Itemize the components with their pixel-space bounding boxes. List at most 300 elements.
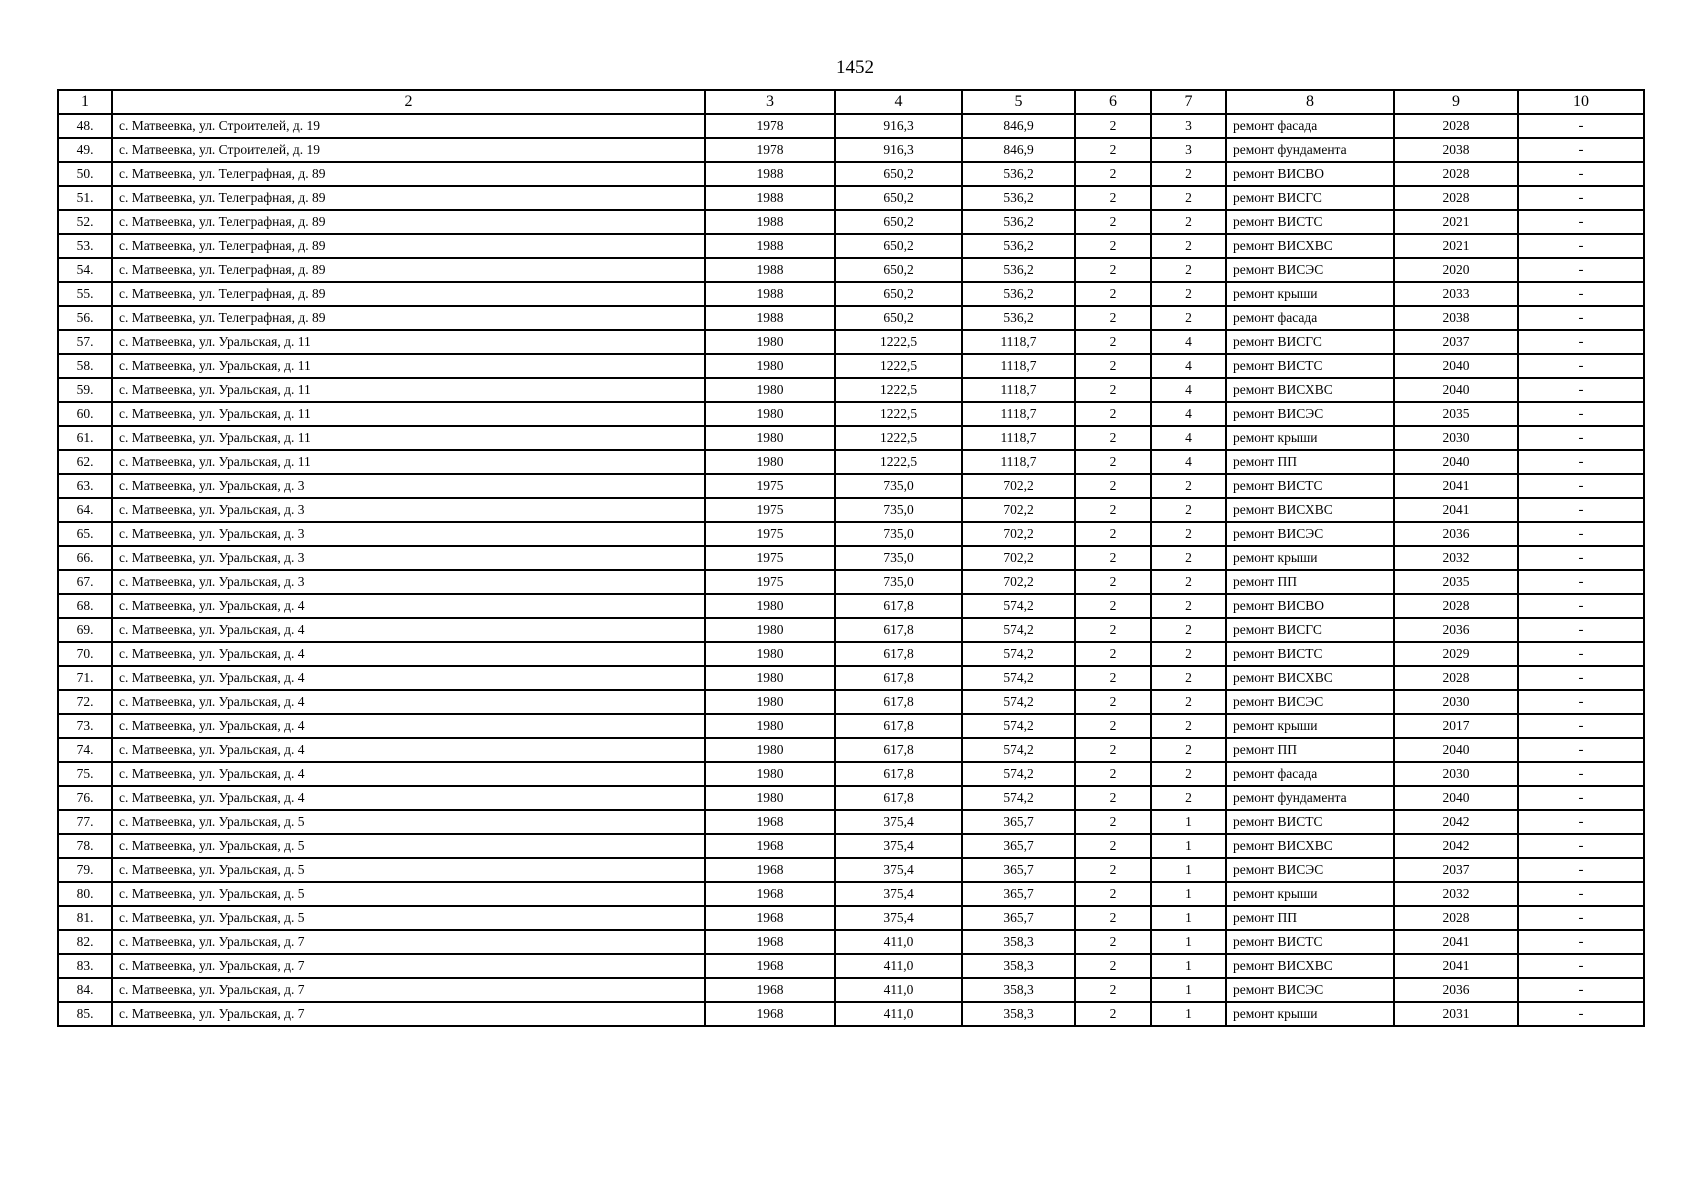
table-row (58, 282, 1644, 306)
table-row (58, 642, 1644, 666)
entrances-cell: 1 (1151, 810, 1226, 834)
year-cell: 1968 (705, 906, 835, 930)
work-type-cell: ремонт ПП (1226, 906, 1394, 930)
planned-year-cell: 2038 (1394, 138, 1518, 162)
address-cell: с. Матвеевка, ул. Строителей, д. 19 (112, 138, 705, 162)
living-area-cell: 365,7 (962, 834, 1075, 858)
planned-year-cell: 2042 (1394, 834, 1518, 858)
planned-year-cell: 2029 (1394, 642, 1518, 666)
row-number-cell: 59. (58, 378, 112, 402)
row-number-cell: 69. (58, 618, 112, 642)
year-cell: 1975 (705, 522, 835, 546)
address-cell: с. Матвеевка, ул. Уральская, д. 5 (112, 810, 705, 834)
floors-cell: 2 (1075, 810, 1151, 834)
address-cell: с. Матвеевка, ул. Уральская, д. 7 (112, 1002, 705, 1026)
planned-year-cell: 2032 (1394, 882, 1518, 906)
entrances-cell: 2 (1151, 258, 1226, 282)
floors-cell: 2 (1075, 498, 1151, 522)
planned-year-cell: 2040 (1394, 786, 1518, 810)
living-area-cell: 358,3 (962, 954, 1075, 978)
floors-cell: 2 (1075, 906, 1151, 930)
year-cell: 1980 (705, 354, 835, 378)
year-cell: 1980 (705, 666, 835, 690)
floors-cell: 2 (1075, 978, 1151, 1002)
repair-schedule-table (57, 89, 1645, 1027)
address-cell: с. Матвеевка, ул. Уральская, д. 4 (112, 618, 705, 642)
row-number-cell: 73. (58, 714, 112, 738)
entrances-cell: 4 (1151, 402, 1226, 426)
year-cell: 1988 (705, 234, 835, 258)
entrances-cell: 2 (1151, 642, 1226, 666)
table-row (58, 330, 1644, 354)
note-cell: - (1518, 186, 1644, 210)
note-cell: - (1518, 474, 1644, 498)
note-cell: - (1518, 738, 1644, 762)
total-area-cell: 650,2 (835, 186, 962, 210)
note-cell: - (1518, 330, 1644, 354)
year-cell: 1980 (705, 618, 835, 642)
planned-year-cell: 2040 (1394, 450, 1518, 474)
work-type-cell: ремонт крыши (1226, 714, 1394, 738)
entrances-cell: 1 (1151, 978, 1226, 1002)
row-number-cell: 75. (58, 762, 112, 786)
note-cell: - (1518, 138, 1644, 162)
note-cell: - (1518, 666, 1644, 690)
year-cell: 1980 (705, 426, 835, 450)
living-area-cell: 365,7 (962, 810, 1075, 834)
floors-cell: 2 (1075, 618, 1151, 642)
address-cell: с. Матвеевка, ул. Уральская, д. 4 (112, 714, 705, 738)
year-cell: 1988 (705, 258, 835, 282)
address-cell: с. Матвеевка, ул. Уральская, д. 5 (112, 858, 705, 882)
row-number-cell: 84. (58, 978, 112, 1002)
column-header: 4 (835, 90, 962, 114)
floors-cell: 2 (1075, 450, 1151, 474)
total-area-cell: 735,0 (835, 498, 962, 522)
floors-cell: 2 (1075, 570, 1151, 594)
entrances-cell: 2 (1151, 498, 1226, 522)
address-cell: с. Матвеевка, ул. Уральская, д. 5 (112, 882, 705, 906)
year-cell: 1980 (705, 378, 835, 402)
total-area-cell: 375,4 (835, 834, 962, 858)
living-area-cell: 1118,7 (962, 378, 1075, 402)
note-cell: - (1518, 210, 1644, 234)
entrances-cell: 2 (1151, 186, 1226, 210)
living-area-cell: 574,2 (962, 642, 1075, 666)
planned-year-cell: 2041 (1394, 474, 1518, 498)
address-cell: с. Матвеевка, ул. Уральская, д. 3 (112, 522, 705, 546)
address-cell: с. Матвеевка, ул. Телеграфная, д. 89 (112, 162, 705, 186)
address-cell: с. Матвеевка, ул. Уральская, д. 4 (112, 786, 705, 810)
entrances-cell: 2 (1151, 666, 1226, 690)
planned-year-cell: 2037 (1394, 330, 1518, 354)
living-area-cell: 536,2 (962, 162, 1075, 186)
address-cell: с. Матвеевка, ул. Телеграфная, д. 89 (112, 234, 705, 258)
column-header: 8 (1226, 90, 1394, 114)
note-cell: - (1518, 162, 1644, 186)
note-cell: - (1518, 882, 1644, 906)
living-area-cell: 1118,7 (962, 450, 1075, 474)
table-row (58, 498, 1644, 522)
address-cell: с. Матвеевка, ул. Телеграфная, д. 89 (112, 282, 705, 306)
note-cell: - (1518, 642, 1644, 666)
planned-year-cell: 2028 (1394, 186, 1518, 210)
note-cell: - (1518, 762, 1644, 786)
work-type-cell: ремонт ВИСТС (1226, 642, 1394, 666)
total-area-cell: 617,8 (835, 714, 962, 738)
table-row (58, 714, 1644, 738)
total-area-cell: 411,0 (835, 930, 962, 954)
row-number-cell: 74. (58, 738, 112, 762)
table-row (58, 522, 1644, 546)
entrances-cell: 1 (1151, 930, 1226, 954)
address-cell: с. Матвеевка, ул. Уральская, д. 4 (112, 642, 705, 666)
work-type-cell: ремонт фасада (1226, 306, 1394, 330)
living-area-cell: 702,2 (962, 498, 1075, 522)
table-row (58, 474, 1644, 498)
planned-year-cell: 2030 (1394, 426, 1518, 450)
planned-year-cell: 2036 (1394, 978, 1518, 1002)
note-cell: - (1518, 786, 1644, 810)
year-cell: 1980 (705, 690, 835, 714)
entrances-cell: 4 (1151, 450, 1226, 474)
work-type-cell: ремонт ВИСГС (1226, 330, 1394, 354)
table-row (58, 426, 1644, 450)
living-area-cell: 574,2 (962, 738, 1075, 762)
note-cell: - (1518, 498, 1644, 522)
living-area-cell: 702,2 (962, 474, 1075, 498)
floors-cell: 2 (1075, 210, 1151, 234)
table-row (58, 306, 1644, 330)
total-area-cell: 735,0 (835, 546, 962, 570)
total-area-cell: 617,8 (835, 690, 962, 714)
note-cell: - (1518, 570, 1644, 594)
row-number-cell: 80. (58, 882, 112, 906)
row-number-cell: 55. (58, 282, 112, 306)
table-row (58, 618, 1644, 642)
year-cell: 1980 (705, 738, 835, 762)
planned-year-cell: 2028 (1394, 594, 1518, 618)
living-area-cell: 536,2 (962, 258, 1075, 282)
floors-cell: 2 (1075, 474, 1151, 498)
address-cell: с. Матвеевка, ул. Уральская, д. 4 (112, 594, 705, 618)
address-cell: с. Матвеевка, ул. Телеграфная, д. 89 (112, 210, 705, 234)
total-area-cell: 375,4 (835, 882, 962, 906)
row-number-cell: 51. (58, 186, 112, 210)
year-cell: 1968 (705, 882, 835, 906)
work-type-cell: ремонт ВИСХВС (1226, 954, 1394, 978)
total-area-cell: 411,0 (835, 954, 962, 978)
work-type-cell: ремонт ПП (1226, 450, 1394, 474)
year-cell: 1968 (705, 810, 835, 834)
floors-cell: 2 (1075, 690, 1151, 714)
table-row (58, 162, 1644, 186)
address-cell: с. Матвеевка, ул. Уральская, д. 5 (112, 906, 705, 930)
living-area-cell: 702,2 (962, 570, 1075, 594)
floors-cell: 2 (1075, 258, 1151, 282)
note-cell: - (1518, 858, 1644, 882)
year-cell: 1968 (705, 930, 835, 954)
living-area-cell: 574,2 (962, 714, 1075, 738)
living-area-cell: 358,3 (962, 1002, 1075, 1026)
planned-year-cell: 2028 (1394, 114, 1518, 138)
row-number-cell: 49. (58, 138, 112, 162)
year-cell: 1980 (705, 594, 835, 618)
floors-cell: 2 (1075, 666, 1151, 690)
year-cell: 1980 (705, 330, 835, 354)
column-header: 1 (58, 90, 112, 114)
note-cell: - (1518, 906, 1644, 930)
entrances-cell: 4 (1151, 330, 1226, 354)
floors-cell: 2 (1075, 378, 1151, 402)
note-cell: - (1518, 354, 1644, 378)
floors-cell: 2 (1075, 738, 1151, 762)
floors-cell: 2 (1075, 426, 1151, 450)
planned-year-cell: 2028 (1394, 906, 1518, 930)
note-cell: - (1518, 954, 1644, 978)
table-row (58, 234, 1644, 258)
note-cell: - (1518, 426, 1644, 450)
work-type-cell: ремонт ПП (1226, 570, 1394, 594)
table-row (58, 690, 1644, 714)
address-cell: с. Матвеевка, ул. Уральская, д. 11 (112, 330, 705, 354)
planned-year-cell: 2033 (1394, 282, 1518, 306)
total-area-cell: 375,4 (835, 906, 962, 930)
planned-year-cell: 2040 (1394, 378, 1518, 402)
work-type-cell: ремонт ВИСЭС (1226, 690, 1394, 714)
total-area-cell: 916,3 (835, 114, 962, 138)
living-area-cell: 574,2 (962, 690, 1075, 714)
year-cell: 1980 (705, 786, 835, 810)
note-cell: - (1518, 714, 1644, 738)
address-cell: с. Матвеевка, ул. Уральская, д. 3 (112, 474, 705, 498)
work-type-cell: ремонт ВИСВО (1226, 594, 1394, 618)
year-cell: 1988 (705, 162, 835, 186)
column-header: 3 (705, 90, 835, 114)
floors-cell: 2 (1075, 786, 1151, 810)
floors-cell: 2 (1075, 858, 1151, 882)
year-cell: 1978 (705, 114, 835, 138)
note-cell: - (1518, 114, 1644, 138)
planned-year-cell: 2041 (1394, 930, 1518, 954)
entrances-cell: 2 (1151, 282, 1226, 306)
total-area-cell: 617,8 (835, 762, 962, 786)
planned-year-cell: 2032 (1394, 546, 1518, 570)
entrances-cell: 2 (1151, 618, 1226, 642)
row-number-cell: 60. (58, 402, 112, 426)
table-row (58, 1002, 1644, 1026)
year-cell: 1975 (705, 570, 835, 594)
year-cell: 1980 (705, 714, 835, 738)
year-cell: 1978 (705, 138, 835, 162)
planned-year-cell: 2038 (1394, 306, 1518, 330)
total-area-cell: 375,4 (835, 858, 962, 882)
address-cell: с. Матвеевка, ул. Уральская, д. 5 (112, 834, 705, 858)
address-cell: с. Матвеевка, ул. Строителей, д. 19 (112, 114, 705, 138)
total-area-cell: 375,4 (835, 810, 962, 834)
entrances-cell: 1 (1151, 834, 1226, 858)
total-area-cell: 411,0 (835, 978, 962, 1002)
note-cell: - (1518, 402, 1644, 426)
total-area-cell: 617,8 (835, 618, 962, 642)
entrances-cell: 4 (1151, 378, 1226, 402)
work-type-cell: ремонт крыши (1226, 426, 1394, 450)
living-area-cell: 846,9 (962, 114, 1075, 138)
row-number-cell: 76. (58, 786, 112, 810)
table-row (58, 834, 1644, 858)
living-area-cell: 574,2 (962, 786, 1075, 810)
column-header: 2 (112, 90, 705, 114)
planned-year-cell: 2021 (1394, 210, 1518, 234)
total-area-cell: 650,2 (835, 306, 962, 330)
header-row (58, 90, 1644, 114)
year-cell: 1988 (705, 210, 835, 234)
work-type-cell: ремонт ВИСЭС (1226, 258, 1394, 282)
living-area-cell: 1118,7 (962, 354, 1075, 378)
year-cell: 1980 (705, 642, 835, 666)
work-type-cell: ремонт ВИСХВС (1226, 834, 1394, 858)
year-cell: 1968 (705, 954, 835, 978)
total-area-cell: 650,2 (835, 234, 962, 258)
column-header: 10 (1518, 90, 1644, 114)
living-area-cell: 702,2 (962, 546, 1075, 570)
address-cell: с. Матвеевка, ул. Уральская, д. 11 (112, 378, 705, 402)
table-row (58, 666, 1644, 690)
work-type-cell: ремонт крыши (1226, 1002, 1394, 1026)
note-cell: - (1518, 834, 1644, 858)
table-row (58, 810, 1644, 834)
table-row (58, 930, 1644, 954)
work-type-cell: ремонт фасада (1226, 114, 1394, 138)
living-area-cell: 365,7 (962, 858, 1075, 882)
floors-cell: 2 (1075, 234, 1151, 258)
entrances-cell: 1 (1151, 1002, 1226, 1026)
address-cell: с. Матвеевка, ул. Уральская, д. 11 (112, 426, 705, 450)
year-cell: 1988 (705, 306, 835, 330)
row-number-cell: 81. (58, 906, 112, 930)
year-cell: 1975 (705, 498, 835, 522)
entrances-cell: 1 (1151, 954, 1226, 978)
row-number-cell: 72. (58, 690, 112, 714)
floors-cell: 2 (1075, 762, 1151, 786)
row-number-cell: 52. (58, 210, 112, 234)
floors-cell: 2 (1075, 882, 1151, 906)
entrances-cell: 2 (1151, 474, 1226, 498)
table-row (58, 570, 1644, 594)
row-number-cell: 53. (58, 234, 112, 258)
entrances-cell: 1 (1151, 906, 1226, 930)
work-type-cell: ремонт ВИСЭС (1226, 522, 1394, 546)
total-area-cell: 617,8 (835, 594, 962, 618)
year-cell: 1975 (705, 546, 835, 570)
year-cell: 1980 (705, 402, 835, 426)
note-cell: - (1518, 546, 1644, 570)
planned-year-cell: 2036 (1394, 522, 1518, 546)
entrances-cell: 1 (1151, 882, 1226, 906)
entrances-cell: 2 (1151, 546, 1226, 570)
table-row (58, 906, 1644, 930)
total-area-cell: 617,8 (835, 786, 962, 810)
row-number-cell: 79. (58, 858, 112, 882)
work-type-cell: ремонт ВИСЭС (1226, 402, 1394, 426)
note-cell: - (1518, 618, 1644, 642)
row-number-cell: 85. (58, 1002, 112, 1026)
planned-year-cell: 2037 (1394, 858, 1518, 882)
planned-year-cell: 2040 (1394, 354, 1518, 378)
entrances-cell: 2 (1151, 162, 1226, 186)
page-number: 1452 (836, 57, 874, 78)
entrances-cell: 4 (1151, 354, 1226, 378)
planned-year-cell: 2028 (1394, 666, 1518, 690)
table-row (58, 258, 1644, 282)
address-cell: с. Матвеевка, ул. Уральская, д. 4 (112, 690, 705, 714)
work-type-cell: ремонт фасада (1226, 762, 1394, 786)
row-number-cell: 62. (58, 450, 112, 474)
total-area-cell: 1222,5 (835, 354, 962, 378)
work-type-cell: ремонт крыши (1226, 282, 1394, 306)
living-area-cell: 536,2 (962, 306, 1075, 330)
total-area-cell: 735,0 (835, 474, 962, 498)
living-area-cell: 358,3 (962, 978, 1075, 1002)
note-cell: - (1518, 978, 1644, 1002)
living-area-cell: 846,9 (962, 138, 1075, 162)
entrances-cell: 2 (1151, 594, 1226, 618)
table-row (58, 858, 1644, 882)
work-type-cell: ремонт ВИСГС (1226, 186, 1394, 210)
note-cell: - (1518, 930, 1644, 954)
note-cell: - (1518, 378, 1644, 402)
floors-cell: 2 (1075, 138, 1151, 162)
row-number-cell: 77. (58, 810, 112, 834)
row-number-cell: 56. (58, 306, 112, 330)
row-number-cell: 71. (58, 666, 112, 690)
work-type-cell: ремонт ВИСЭС (1226, 978, 1394, 1002)
entrances-cell: 1 (1151, 858, 1226, 882)
total-area-cell: 735,0 (835, 570, 962, 594)
table-row (58, 978, 1644, 1002)
entrances-cell: 2 (1151, 522, 1226, 546)
work-type-cell: ремонт ВИСТС (1226, 810, 1394, 834)
living-area-cell: 536,2 (962, 234, 1075, 258)
floors-cell: 2 (1075, 162, 1151, 186)
planned-year-cell: 2030 (1394, 762, 1518, 786)
address-cell: с. Матвеевка, ул. Телеграфная, д. 89 (112, 306, 705, 330)
floors-cell: 2 (1075, 546, 1151, 570)
address-cell: с. Матвеевка, ул. Уральская, д. 7 (112, 954, 705, 978)
table-row (58, 210, 1644, 234)
year-cell: 1980 (705, 762, 835, 786)
work-type-cell: ремонт ВИСХВС (1226, 498, 1394, 522)
year-cell: 1968 (705, 978, 835, 1002)
entrances-cell: 4 (1151, 426, 1226, 450)
table-row (58, 186, 1644, 210)
address-cell: с. Матвеевка, ул. Уральская, д. 11 (112, 450, 705, 474)
table-row (58, 450, 1644, 474)
note-cell: - (1518, 306, 1644, 330)
address-cell: с. Матвеевка, ул. Телеграфная, д. 89 (112, 258, 705, 282)
entrances-cell: 2 (1151, 234, 1226, 258)
address-cell: с. Матвеевка, ул. Уральская, д. 4 (112, 738, 705, 762)
column-header: 9 (1394, 90, 1518, 114)
total-area-cell: 1222,5 (835, 330, 962, 354)
living-area-cell: 536,2 (962, 282, 1075, 306)
entrances-cell: 2 (1151, 306, 1226, 330)
address-cell: с. Матвеевка, ул. Уральская, д. 11 (112, 354, 705, 378)
work-type-cell: ремонт фундамента (1226, 138, 1394, 162)
floors-cell: 2 (1075, 306, 1151, 330)
work-type-cell: ремонт ВИСТС (1226, 930, 1394, 954)
planned-year-cell: 2021 (1394, 234, 1518, 258)
